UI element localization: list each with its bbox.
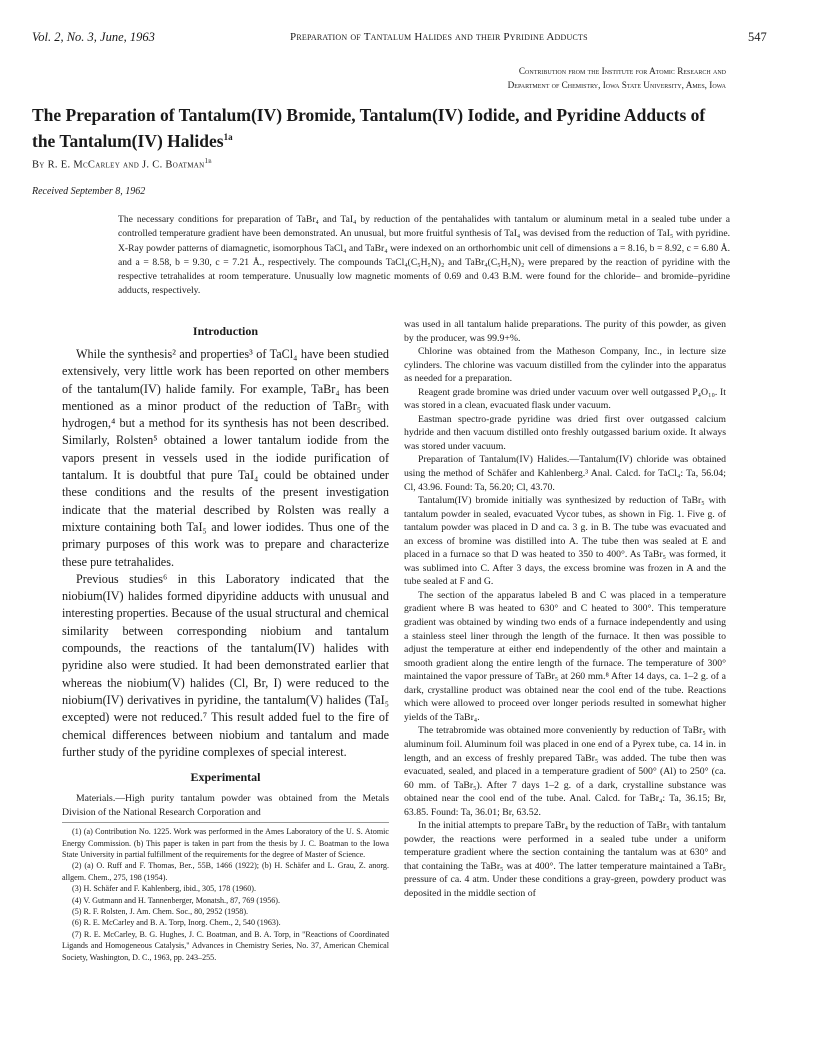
body-paragraph: The section of the apparatus labeled B and C was placed in a temperature gradient where B was heated to 630° and C heated to 300°. This temperature gradient was obtained by winding two ends of a furnace independently and using a stainless steel liner through the length of the furnace. It then was possible to adjust the temperature at either end independently of the other and maintain a smooth gradient along the entire length of the furnace. The temperature of 300° maintained the vapor pressure of TaBr₅ at 260 mm.⁸ After 14 days, ca. 1–2 g. of a dark, crystalline product was obtained near the cool end of the tube. Reactions which were allowed to proceed over longer periods resulted in somewhat higher yields of the TaBr₄. <box>404 589 726 723</box>
intro-paragraph-1: While the synthesis² and properties³ of TaCl₄ have been studied extensively, very little work has been reported on other members of the tantalum(IV) halide family. For example, TaBr₄ has been mentioned as a minor product of the reduction of TaBr₅ with hydrogen,⁴ but a method for its synthesis has not been described. Similarly, Rolsten⁵ obtained a lower tantalum iodide from the vapors present in vessels used in the iodide purification of tantalum. It is doubtful that pure TaI₄ could be obtained under these conditions and the results of the present investigation indicate that the material described by Rolsten was really a mixture containing both TaI₅ and lower iodides. Thus one of the primary purposes of this work was to prepare and characterize these pure tetrahalides. <box>62 347 389 569</box>
footnote: (4) V. Gutmann and H. Tannenberger, Monatsh., 87, 769 (1956). <box>72 895 281 905</box>
contribution-line-2: Department of Chemistry, Iowa State University, Ames, Iowa <box>507 80 726 90</box>
author-and: and <box>123 159 140 171</box>
body-paragraph: was used in all tantalum halide preparations. The purity of this powder, as given by the producer, was 99.9+%. <box>404 319 726 344</box>
intro-paragraph-2: Previous studies⁶ in this Laboratory indicated that the niobium(IV) halides formed dipyridine adducts with unusual and interesting properties. Because of the usual structural and chemical similarity between corresponding niobium and tantalum compounds, the reactions of the tantalum(IV) halides with pyridine also were studied. It had been demonstrated earlier that whereas the niobium(V) halides (Cl, Br, I) were reduced to the niobium(IV) derivatives in pyridine, the tantalum(V) halides (TaI₅ excepted) were not reduced.⁷ This result added fuel to the fire of chemical differences between niobium and tantalum and made further study of the pyridine complexes of special interest. <box>62 571 389 759</box>
journal-issue: Vol. 2, No. 3, June, 1963 <box>32 30 155 44</box>
contribution-note <box>508 64 726 92</box>
author-footnote-mark: 1b <box>204 157 212 165</box>
body-paragraph: Preparation of Tantalum(IV) Halides.—Tantalum(IV) chloride was obtained using the method of Schäfer and Kahlenberg.³ Anal. Calcd. for TaCl₄: Ta, 56.04; Cl, 43.96. Found: Ta, 56.20; Cl, 43.70. <box>404 454 726 493</box>
footnote: (7) R. E. McCarley, B. G. Hughes, J. C. Boatman, and B. A. Torp, in "Reactions of Coordinated Ligands and Homogeneous Catalysis," Advances in Chemistry Series, No. 37, American Chemical Society, Washington, D. C., 1963, pp. 243–255. <box>62 929 389 962</box>
footnote-divider <box>62 822 389 823</box>
running-title: Preparation of Tantalum Halides and their Pyridine Adducts <box>290 31 588 43</box>
left-column <box>62 318 389 963</box>
contribution-line-1: Contribution from the Institute for Atomic Research and <box>518 66 726 76</box>
body-paragraph: Reagent grade bromine was dried under vacuum over well outgassed P₄O₁₀. It was stored in a clean, evacuated flask under vacuum. <box>404 386 726 412</box>
materials-paragraph: Materials.—High purity tantalum powder was obtained from the Metals Division of the National Research Corporation and <box>62 793 389 818</box>
body-paragraph: In the initial attempts to prepare TaBr₄ by the reduction of TaBr₅ with tantalum powder, the reactions were performed in a sealed tube under a uniform temperature gradient where the section containing the tantalum was at 630° and that containing the TaBr₅ was at 400°. The latter temperature maintained a TaBr₅ pressure of ca. 4 atm. Under these conditions a gray-green, powdery product was deposited in the middle section of <box>404 820 726 899</box>
body-paragraph: The tetrabromide was obtained more conveniently by reduction of TaBr₅ with aluminum foil. Aluminum foil was placed in one end of a Pyrex tube, ca. 14 in. in length, and an excess of freshly prepared TaBr₅ was added. The tube then was evacuated, sealed, and placed in a temperature gradient of 500° (Al) to 250° (ca. 60 mm. of TaBr₅). After 7 days 1–2 g. of a dark, crystalline substance was obtained near the cool end of the tube. Anal. Calcd. for TaBr₄: Ta, 36.15; Br, 63.85. Found: Ta, 36.01; Br, 63.52. <box>404 725 726 818</box>
author-first: R. E. McCarley <box>47 159 121 171</box>
body-paragraph: Tantalum(IV) bromide initially was synthesized by reduction of TaBr₅ with tantalum powder in sealed, evacuated Vycor tubes, as shown in Fig. 1. Five g. of tantalum powder was placed in D and ca. 3 g. in B. The tube was evacuated and an excess of bromine was distilled into A. The tube then was sealed at E and placed in a furnace so that D was heated to 350 to 400°. As TaBr₅ was formed, it was sublimed into C. After 3 days, the excess bromine was frozen in A and the tube sealed at F and G. <box>404 495 726 588</box>
author-line <box>32 157 212 171</box>
footnote: (6) R. E. McCarley and B. A. Torp, Inorg. Chem., 2, 540 (1963). <box>72 918 281 928</box>
title-footnote-mark: 1a <box>223 132 233 142</box>
body-paragraph: Eastman spectro-grade pyridine was dried first over outgassed calcium hydride and then vacuum distilled onto freshly outgassed barium oxide. It always was stored under vacuum. <box>404 413 726 452</box>
footnote: (5) R. F. Rolsten, J. Am. Chem. Soc., 80, 2952 (1958). <box>72 907 249 917</box>
experimental-heading: Experimental <box>190 770 261 785</box>
footnote: (1) (a) Contribution No. 1225. Work was performed in the Ames Laboratory of the U. S. Atomic Energy Commission. (b) This paper is taken in part from the thesis by J. C. Boatman to the Iowa State University in partial fulfillment of the requirements for the degree of Master of Science. <box>62 827 389 860</box>
footnotes <box>62 826 389 963</box>
received-date: Received September 8, 1962 <box>32 186 146 197</box>
footnote: (3) H. Schäfer and F. Kahlenberg, ibid., 305, 178 (1960). <box>72 884 256 894</box>
right-column <box>404 318 726 901</box>
article-title-text: The Preparation of Tantalum(IV) Bromide, Tantalum(IV) Iodide, and Pyridine Adducts of the Tantalum(IV) Halides <box>32 105 706 151</box>
body-paragraph: Chlorine was obtained from the Matheson Company, Inc., in lecture size cylinders. The chlorine was vacuum distilled from the cylinder into the apparatus as needed for a preparation. <box>404 346 726 385</box>
page-number: 547 <box>748 30 767 44</box>
abstract: The necessary conditions for preparation of TaBr₄ and TaI₄ by reduction of the pentahalides with tantalum or aluminum metal in a sealed tube under a controlled temperature gradient have been demonstrated. An unusual, but more fruitful synthesis of TaI₄ was devised from the reduction of TaI₅ with pyridine. X-Ray powder patterns of diamagnetic, isomorphous TaCl₄ and TaBr₄ were indexed on an orthorhombic unit cell of dimensions a = 8.16, b = 8.92, c = 6.80 Å. and a = 8.58, b = 9.30, c = 7.21 Å., respectively. The compounds TaCl₄(C₅H₅N)₂ and TaBr₄(C₅H₅N)₂ were prepared by the reaction of pyridine with the respective tetrahalides at room temperature. Unusually low magnetic moments of 0.69 and 0.43 B.M. were found for the chloride– and bromide–pyridine adducts, respectively. <box>118 214 730 297</box>
author-by: By <box>32 159 45 171</box>
author-second: J. C. Boatman <box>142 159 205 171</box>
footnote: (2) (a) O. Ruff and F. Thomas, Ber., 55B, 1466 (1922); (b) H. Schäfer and L. Grau, Z. anorg. allgem. Chem., 275, 198 (1954). <box>62 861 389 882</box>
article-title <box>32 104 732 152</box>
introduction-heading: Introduction <box>192 324 259 338</box>
